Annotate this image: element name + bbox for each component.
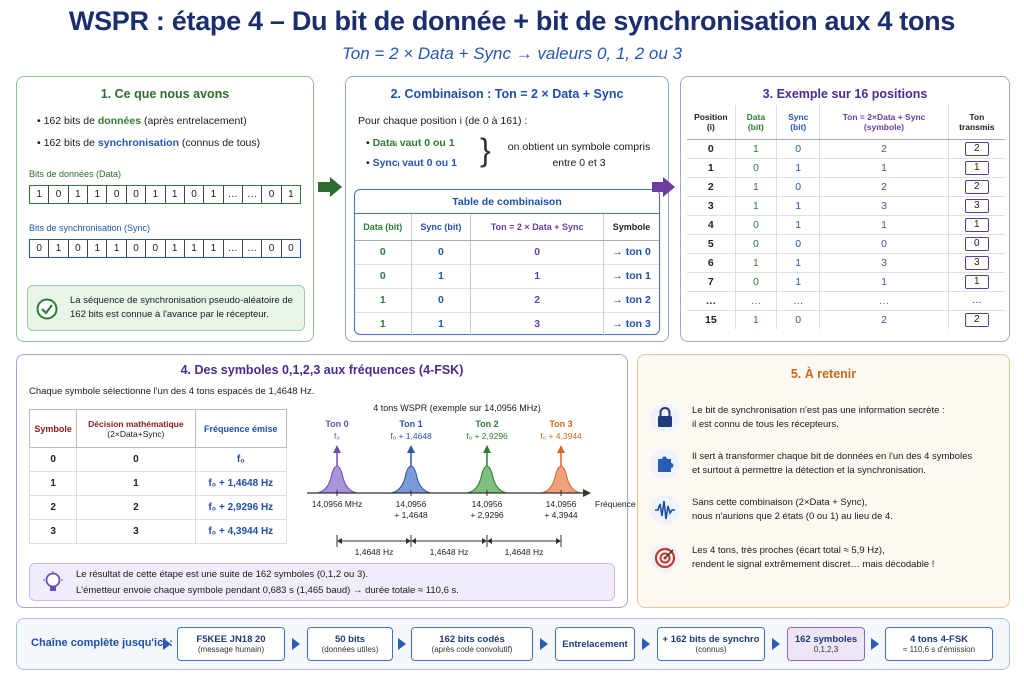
- bit-cell: 0: [288, 243, 294, 254]
- example-cell: 15: [687, 310, 735, 329]
- example-cell: 7: [687, 272, 735, 291]
- bit-cell: 1: [204, 186, 223, 203]
- tone-transmitted: 1: [965, 275, 989, 289]
- example-header: Ton transmis: [948, 105, 1005, 139]
- table-row: [687, 291, 1005, 310]
- axis-label: 14,0956 MHz: [311, 499, 363, 509]
- puzzle-icon: [650, 449, 680, 479]
- example-cell: 1: [777, 253, 820, 272]
- spacing-arrow: [411, 538, 416, 544]
- example-cell: 0: [820, 234, 948, 253]
- fsk-cell: 1: [77, 472, 195, 496]
- table-row: [687, 158, 1005, 177]
- arrow-1-icon: [330, 177, 342, 197]
- bullet-sync: • 162 bits de synchronisation (connus de tous): [37, 137, 261, 149]
- lock-icon: [650, 403, 680, 433]
- example-cell: 1: [687, 158, 735, 177]
- bit-cell: 1: [107, 240, 126, 257]
- page-subtitle: Ton = 2 × Data + Sync → valeurs 0, 1, 2 ou 3: [341, 44, 683, 63]
- remember-text: Le bit de synchronisation n'est pas une information secrète :: [692, 405, 945, 416]
- comb-cell: → ton 0: [604, 240, 659, 264]
- axis-label: 14,0956: [545, 499, 577, 509]
- lightbulb-icon: [42, 571, 64, 595]
- bit-cell: 0: [185, 186, 204, 203]
- table-row: [687, 177, 1005, 196]
- bullet-data: • 162 bits de données (après entrelacement): [37, 115, 247, 127]
- sync-bits-label: Bits de synchronisation (Sync): [29, 223, 151, 233]
- example-cell: …: [777, 291, 820, 310]
- fsk-note: Le résultat de cette étape est une suite de 162 symboles (0,1,2 ou 3). L'émetteur envoie chaque symbole pendant 0,683 s (1,465 baud) → durée totale ≈ 110,6 s.: [29, 563, 615, 601]
- spacing-label: 1,4648 Hz: [504, 547, 544, 557]
- fsk-table: [29, 409, 287, 544]
- example-cell: 3: [820, 253, 948, 272]
- table-row: [355, 288, 659, 312]
- page-title: WSPR : étape 4 – Du bit de donnée + bit de synchronisation aux 4 tons: [68, 6, 956, 36]
- table-row: [687, 253, 1005, 272]
- fsk-header-sub: (2×Data+Sync): [107, 428, 165, 439]
- example-cell: 1: [777, 215, 820, 234]
- comb-header: Sync (bit): [411, 214, 471, 240]
- panel-2-title: 2. Combinaison : Ton = 2 × Data + Sync: [390, 87, 624, 101]
- example-cell: 3: [687, 196, 735, 215]
- comb-cell: 0: [411, 288, 471, 312]
- tone-transmitted: 2: [965, 180, 989, 194]
- example-header: Data (bit): [735, 105, 776, 139]
- table-row: [687, 139, 1005, 158]
- tone-name: Ton 3: [549, 419, 573, 429]
- spacing-arrow: [482, 538, 487, 544]
- spacing-label: 1,4648 Hz: [429, 547, 469, 557]
- comb-cell: → ton 3: [604, 312, 659, 336]
- panel-fsk: [16, 354, 636, 608]
- table-row: [687, 310, 1005, 329]
- example-cell: 0: [777, 234, 820, 253]
- remember-text: nous n'aurions que 2 états (0 ou 1) au lieu de 4.: [692, 511, 893, 522]
- chain-step: 4 tons 4-FSK ≈ 110,6 s d'émission: [885, 627, 993, 661]
- comb-cell: 0: [471, 240, 604, 264]
- remember-item: [650, 493, 1000, 533]
- chain-arrow-icon: [772, 638, 780, 650]
- comb-cell: 1: [471, 264, 604, 288]
- tone-transmitted: 2: [965, 313, 989, 327]
- comb-header: Data (bit): [355, 214, 411, 240]
- table-row: [30, 448, 287, 472]
- table-row: [355, 312, 659, 336]
- data-range: • Dataᵢ vaut 0 ou 1: [366, 137, 455, 149]
- example-cell: 2: [820, 139, 948, 158]
- bit-cell: 1: [204, 240, 223, 257]
- fsk-cell: f₀ + 2,9296 Hz: [195, 496, 286, 520]
- bit-cell: 1: [166, 240, 185, 257]
- example-cell: 1: [735, 310, 776, 329]
- example-cell: 1: [777, 158, 820, 177]
- table-row: [30, 496, 287, 520]
- table-row: [355, 240, 659, 264]
- example-cell: 0: [735, 215, 776, 234]
- fsk-header: Décision mathématique: [88, 418, 184, 429]
- panel-5-title: 5. À retenir: [790, 367, 857, 381]
- tone-name: Ton 2: [475, 419, 499, 429]
- chain-step: + 162 bits de synchro (connus): [657, 627, 765, 661]
- chain-bar: [16, 618, 1010, 670]
- chain-arrow-icon: [642, 638, 650, 650]
- example-cell: 0: [777, 139, 820, 158]
- tone-peak: [467, 466, 507, 493]
- spacing-arrow: [406, 538, 411, 544]
- tone-transmitted: 3: [965, 199, 989, 213]
- bit-cell: 0: [127, 186, 146, 203]
- chain-step: 162 symboles 0,1,2,3: [787, 627, 865, 661]
- example-header: Sync (bit): [777, 105, 820, 139]
- spacing-label: 1,4648 Hz: [354, 547, 394, 557]
- example-cell: 0: [735, 234, 776, 253]
- bit-cell: 1: [49, 240, 68, 257]
- comb-cell: → ton 1: [604, 264, 659, 288]
- example-cell: …: [735, 291, 776, 310]
- example-cell: 4: [687, 215, 735, 234]
- axis-arrow: [583, 489, 591, 497]
- example-cell: 2: [820, 310, 948, 329]
- sync-bits-row: [29, 239, 301, 258]
- tone-arrow: [483, 445, 491, 453]
- example-table: [687, 105, 1005, 329]
- fsk-cell: 0: [77, 448, 195, 472]
- remember-text: et surtout à permettre la détection et la synchronisation.: [692, 465, 926, 476]
- combination-table-title: Table de combinaison: [355, 190, 659, 214]
- combination-table: [355, 214, 659, 336]
- chain-step: 162 bits codés (après code convolutif): [411, 627, 533, 661]
- table-row: [355, 264, 659, 288]
- example-cell: 1: [777, 196, 820, 215]
- remember-text: Il sert à transformer chaque bit de données en l'un des 4 symboles: [692, 451, 973, 462]
- chain-label: Chaîne complète jusqu'ici :: [31, 637, 173, 649]
- chain-step: Entrelacement: [555, 627, 635, 661]
- axis-label-offset: + 1,4648: [394, 510, 428, 520]
- fsk-cell: f₀: [195, 448, 286, 472]
- table-row: [687, 272, 1005, 291]
- tone-peak: [317, 466, 357, 493]
- spacing-arrow: [487, 538, 492, 544]
- tone-name: Ton 0: [325, 419, 349, 429]
- example-cell: 2: [687, 177, 735, 196]
- bit-cell: …: [224, 240, 243, 257]
- comb-cell: 3: [471, 312, 604, 336]
- target-icon: [650, 543, 680, 573]
- axis-label-offset: + 2,9296: [470, 510, 504, 520]
- tone-transmitted: 3: [965, 256, 989, 270]
- tone-peak: [391, 466, 431, 493]
- table-row: [30, 472, 287, 496]
- combination-intro: Pour chaque position i (de 0 à 161) :: [358, 115, 528, 127]
- tones-chart-title: 4 tons WSPR (exemple sur 14,0956 MHz): [373, 403, 541, 413]
- combination-result: on obtient un symbole compris entre 0 et 3: [507, 141, 651, 169]
- panel-remember: [637, 354, 1010, 608]
- comb-cell: 2: [471, 288, 604, 312]
- tone-arrow: [333, 445, 341, 453]
- panel-example: [680, 76, 1010, 342]
- sync-note: La séquence de synchronisation pseudo-aléatoire de 162 bits est connue à l'avance par le récepteur.: [27, 285, 305, 331]
- table-row: [30, 520, 287, 544]
- example-header: Position (i): [687, 105, 735, 139]
- axis-label: 14,0956: [471, 499, 503, 509]
- chain-arrow-icon: [292, 638, 300, 650]
- tones-chart: [293, 415, 636, 565]
- table-row: [687, 196, 1005, 215]
- comb-cell: 1: [411, 264, 471, 288]
- table-row: [687, 215, 1005, 234]
- bit-cell: …: [243, 240, 262, 257]
- example-cell: 1: [735, 253, 776, 272]
- bit-cell: 0: [146, 240, 165, 257]
- comb-cell: 0: [355, 240, 411, 264]
- example-cell: 1: [820, 158, 948, 177]
- tone-freq: f₀ + 2,9296: [466, 431, 508, 441]
- fsk-cell: 3: [30, 520, 77, 544]
- panel-combination: [345, 76, 669, 342]
- example-cell: 3: [820, 196, 948, 215]
- tone-freq: f₀ + 4,3944: [540, 431, 582, 441]
- axis-title: Fréquence: [595, 499, 636, 509]
- tone-freq: f₀: [334, 431, 340, 441]
- example-cell: 1: [735, 177, 776, 196]
- example-cell: 2: [820, 177, 948, 196]
- example-cell: …: [820, 291, 948, 310]
- bit-cell: 0: [49, 186, 68, 203]
- tone-transmitted: …: [971, 295, 982, 306]
- bit-cell: 1: [166, 186, 185, 203]
- spacing-arrow: [556, 538, 561, 544]
- comb-header: Ton = 2 × Data + Sync: [471, 214, 604, 240]
- tone-transmitted: 0: [965, 237, 989, 251]
- panel-4-title: 4. Des symboles 0,1,2,3 aux fréquences (4-FSK): [180, 363, 464, 377]
- remember-item: [650, 541, 1000, 581]
- example-cell: 1: [735, 196, 776, 215]
- bit-cell: …: [243, 186, 262, 203]
- remember-text: Sans cette combinaison (2×Data + Sync),: [692, 497, 868, 508]
- example-cell: …: [687, 291, 735, 310]
- table-row: [687, 234, 1005, 253]
- example-cell: 1: [777, 272, 820, 291]
- fsk-cell: f₀ + 4,3944 Hz: [195, 520, 286, 544]
- comb-cell: → ton 2: [604, 288, 659, 312]
- example-cell: 0: [777, 310, 820, 329]
- example-header: Ton = 2×Data + Sync (symbole): [820, 105, 948, 139]
- bit-cell: 0: [30, 240, 49, 257]
- bit-cell: 1: [88, 186, 107, 203]
- tone-name: Ton 1: [399, 419, 423, 429]
- bit-cell: 1: [30, 186, 49, 203]
- tone-transmitted: 1: [965, 218, 989, 232]
- fsk-cell: 3: [77, 520, 195, 544]
- bit-cell: …: [224, 186, 243, 203]
- spacing-arrow: [337, 538, 342, 544]
- tone-peak: [541, 466, 581, 493]
- bit-cell: 0: [107, 186, 126, 203]
- waveform-icon: [650, 495, 680, 525]
- comb-cell: 1: [355, 288, 411, 312]
- chain-arrow-icon: [163, 638, 171, 650]
- example-cell: 1: [820, 272, 948, 291]
- panel-what-we-have: [16, 76, 314, 342]
- example-cell: 1: [820, 215, 948, 234]
- remember-item: [650, 401, 1000, 441]
- check-icon: [36, 298, 58, 320]
- tone-transmitted: 2: [965, 142, 989, 156]
- tone-transmitted: 1: [965, 161, 989, 175]
- example-cell: 0: [777, 177, 820, 196]
- remember-item: [650, 447, 1000, 487]
- data-bits-row: [29, 185, 301, 204]
- example-cell: 0: [735, 158, 776, 177]
- bit-cell: 1: [69, 186, 88, 203]
- comb-cell: 1: [411, 312, 471, 336]
- data-bits-label: Bits de données (Data): [29, 169, 122, 179]
- fsk-cell: f₀ + 1,4648 Hz: [195, 472, 286, 496]
- chain-arrow-icon: [871, 638, 879, 650]
- bit-cell: 0: [127, 240, 146, 257]
- arrow-2-icon: [663, 177, 675, 197]
- bit-cell: 1: [146, 186, 165, 203]
- fsk-intro: Chaque symbole sélectionne l'un des 4 tons espacés de 1,4648 Hz.: [29, 386, 315, 397]
- chain-step: 50 bits (données utiles): [307, 627, 393, 661]
- fsk-header: Symbole: [30, 410, 77, 448]
- bit-cell: 0: [262, 186, 281, 203]
- remember-text: rendent le signal extrêmement discret… mais décodable !: [692, 559, 935, 570]
- chain-step: F5KEE JN18 20 (message humain): [177, 627, 285, 661]
- chain-arrow-icon: [398, 638, 406, 650]
- panel-1-title: 1. Ce que nous avons: [100, 87, 230, 101]
- remember-text: Les 4 tons, très proches (écart total ≈ 5,9 Hz),: [692, 545, 885, 556]
- panel-3-title: 3. Exemple sur 16 positions: [762, 87, 928, 101]
- brace: }: [480, 132, 491, 168]
- axis-label: 14,0956: [395, 499, 427, 509]
- combination-table-box: [354, 189, 660, 335]
- fsk-cell: 2: [77, 496, 195, 520]
- fsk-cell: 2: [30, 496, 77, 520]
- example-cell: 1: [735, 139, 776, 158]
- tone-arrow: [557, 445, 565, 453]
- tone-freq: f₀ + 1,4648: [390, 431, 432, 441]
- fsk-header: Fréquence émise: [195, 410, 286, 448]
- example-cell: 6: [687, 253, 735, 272]
- example-cell: 5: [687, 234, 735, 253]
- axis-label-offset: + 4,3944: [544, 510, 578, 520]
- bit-cell: 1: [288, 189, 294, 200]
- comb-header: Symbole: [604, 214, 659, 240]
- bit-cell: 1: [88, 240, 107, 257]
- tone-arrow: [407, 445, 415, 453]
- comb-cell: 0: [355, 264, 411, 288]
- bit-cell: 1: [185, 240, 204, 257]
- fsk-cell: 1: [30, 472, 77, 496]
- bit-cell: 0: [69, 240, 88, 257]
- chain-arrow-icon: [540, 638, 548, 650]
- remember-text: il est connu de tous les récepteurs.: [692, 419, 839, 430]
- example-cell: 0: [735, 272, 776, 291]
- comb-cell: 0: [411, 240, 471, 264]
- example-cell: 0: [687, 139, 735, 158]
- sync-range: • Syncᵢ vaut 0 ou 1: [366, 157, 457, 169]
- comb-cell: 1: [355, 312, 411, 336]
- fsk-cell: 0: [30, 448, 77, 472]
- bit-cell: 0: [262, 240, 281, 257]
